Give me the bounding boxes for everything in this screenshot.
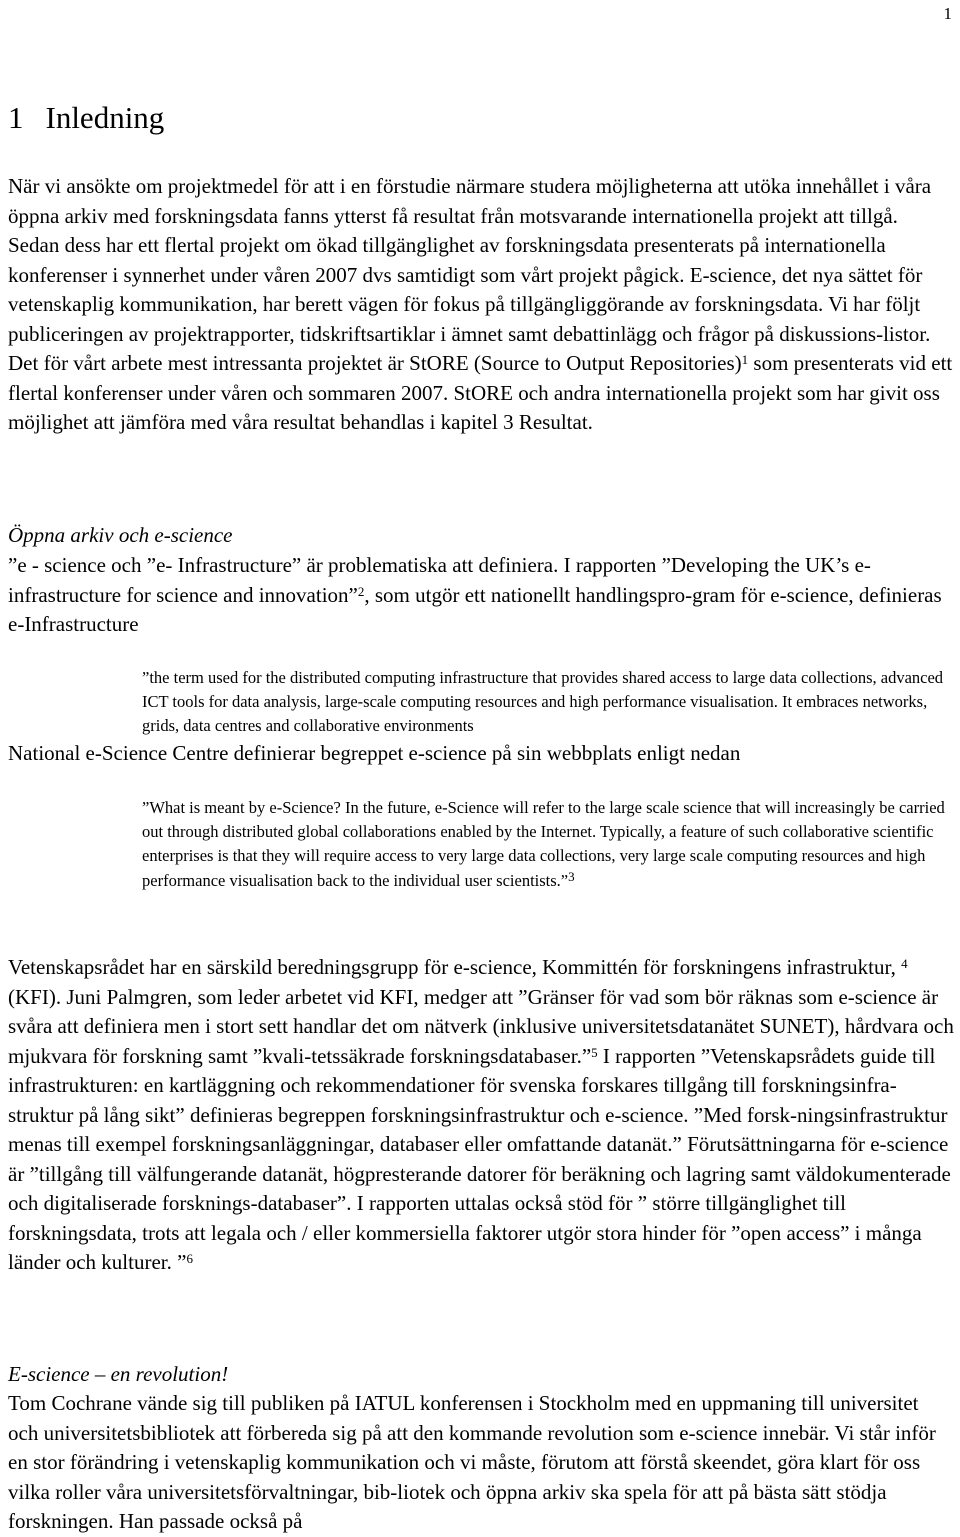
vetenskapsradet-paragraph <box>8 953 954 1278</box>
e-infrastructure-paragraph <box>8 551 954 640</box>
chapter-number: 1 <box>8 100 24 135</box>
footnote-ref-3: 3 <box>568 868 575 884</box>
vr-text-a: Vetenskapsrådet har en särskild beredningsgrupp för e-science, Kommittén för forskningens infrastruktur, <box>8 955 896 979</box>
vr-text-b: (KFI). Juni Palmgren, som leder arbetet vid KFI, medger att ”Gränser för vad som bör räknas som e-science är svåra att definiera men i stort sett handlar det om nätverk (inklusive universitetsdatanätet SUNET), hårdvara och mjukvara för forskning samt ”kvali-tetssäkrade forskningsdatabaser.” <box>8 984 954 1068</box>
footnote-ref-4: 4 <box>901 956 908 971</box>
page-number: 1 <box>943 4 952 23</box>
intro-text-a: När vi ansökte om projektmedel för att i en förstudie närmare studera möjligheterna att utöka innehållet i våra öppna arkiv med forskningsdata fanns ytterst få resultat från motsvarande internationella projekt att tillgå. Sedan dess har ett flertal projekt om ökad tillgänglighet av forskningsdata presenterats på internationella konferenser i synnerhet under våren 2007 dvs samtidigt som vårt projekt pågick. E-science, det nya sättet för vetenskaplig kommunikation, har berett vägen för fokus på tillgängliggörande av forskningsdata. Vi har följt publiceringen av projektrapporter, tidskriftsartiklar i ämnet samt debattinlägg och frågor på diskussions-listor. Det för vårt arbete mest intressanta projektet är StORE (Source to Output Repositories) <box>8 174 932 375</box>
nesc-paragraph: National e-Science Centre definierar begreppet e-science på sin webbplats enligt nedan <box>8 741 741 765</box>
footnote-ref-2: 2 <box>357 583 365 599</box>
e-science-quote <box>142 796 952 893</box>
intro-paragraph <box>8 172 954 438</box>
intro-text-b: som presenterats vid ett flertal konferenser under våren och sommaren 2007. StORE och andra internationella projekt som har givit oss möjlighet att jämföra med våra resultat behandlas i kapitel 3 Resultat. <box>8 351 953 434</box>
subheading-revolution: E-science – en revolution! <box>8 1362 229 1386</box>
vr-text-c: I rapporten ”Vetenskapsrådets guide till infrastrukturen: en kartläggning och rekommendationer för svenska forskares tillgång till forskningsinfra-struktur på lång sikt” definieras begreppen forskningsinfrastruktur och e-science. ”Med forsk-ningsinfrastruktur menas till exempel forskningsanläggningar, databaser eller omfattande datanät.” Förutsättningarna för e-science är ”tillgång till välfungerande datanät, högpresterande datorer för beräkning och lagring samt väldokumenterade och digitaliserade forsknings-databaser”. I rapporten uttalas också stöd för ” större tillgänglighet till forskningsdata, trots att legala och / eller kommersiella faktorer utgör stora hinder för ”open access” i många länder och kulturer. ” <box>8 1043 951 1274</box>
chapter-title: Inledning <box>45 100 165 135</box>
escience-quote-text: ”What is meant by e-Science? In the future, e-Science will refer to the large scale science that will increasingly be carried out through distributed global collaborations enabled by the Internet. Typically, a feature of such collaborative scientific enterprises is that they will require access to very large data collections, very large scale computing resources and high performance visualisation back to the individual user scientists.” <box>142 798 945 890</box>
chapter-heading <box>8 98 164 138</box>
cochrane-paragraph: Tom Cochrane vände sig till publiken på IATUL konferensen i Stockholm med en uppmaning till universitet och universitetsbibliotek att förbereda sig på att den kommande revolution som e-science innebär. Vi står inför en stor förändring i vetenskaplig kommunikation och vi måste, förutom att förstå skeendet, göra klart för oss vilka roller våra universitetsförvaltningar, bib-liotek och öppna arkiv ska spela för att på bästa sätt stödja forskningen. Han passade också på <box>8 1391 936 1533</box>
e-infrastructure-quote: ”the term used for the distributed computing infrastructure that provides shared access to large data collections, advanced ICT tools for data analysis, large-scale computing resources and high performance visualisation. It embraces networks, grids, data centres and collaborative environments <box>142 668 944 736</box>
footnote-ref-6: 6 <box>186 1251 193 1266</box>
einfra-text-b: , som utgör ett nationellt handlingspro-gram för e-science, definieras e-Infrastructure <box>8 582 942 636</box>
subheading-open-archives: Öppna arkiv och e-science <box>8 523 233 547</box>
footnote-ref-1: 1 <box>741 352 749 367</box>
einfra-text-a: ”e - science och ”e- Infrastructure” är problematiska att definiera. I rapporten ”Developing the UK’s e-infrastructure for science and innovation” <box>8 553 871 607</box>
footnote-ref-5: 5 <box>591 1044 598 1060</box>
